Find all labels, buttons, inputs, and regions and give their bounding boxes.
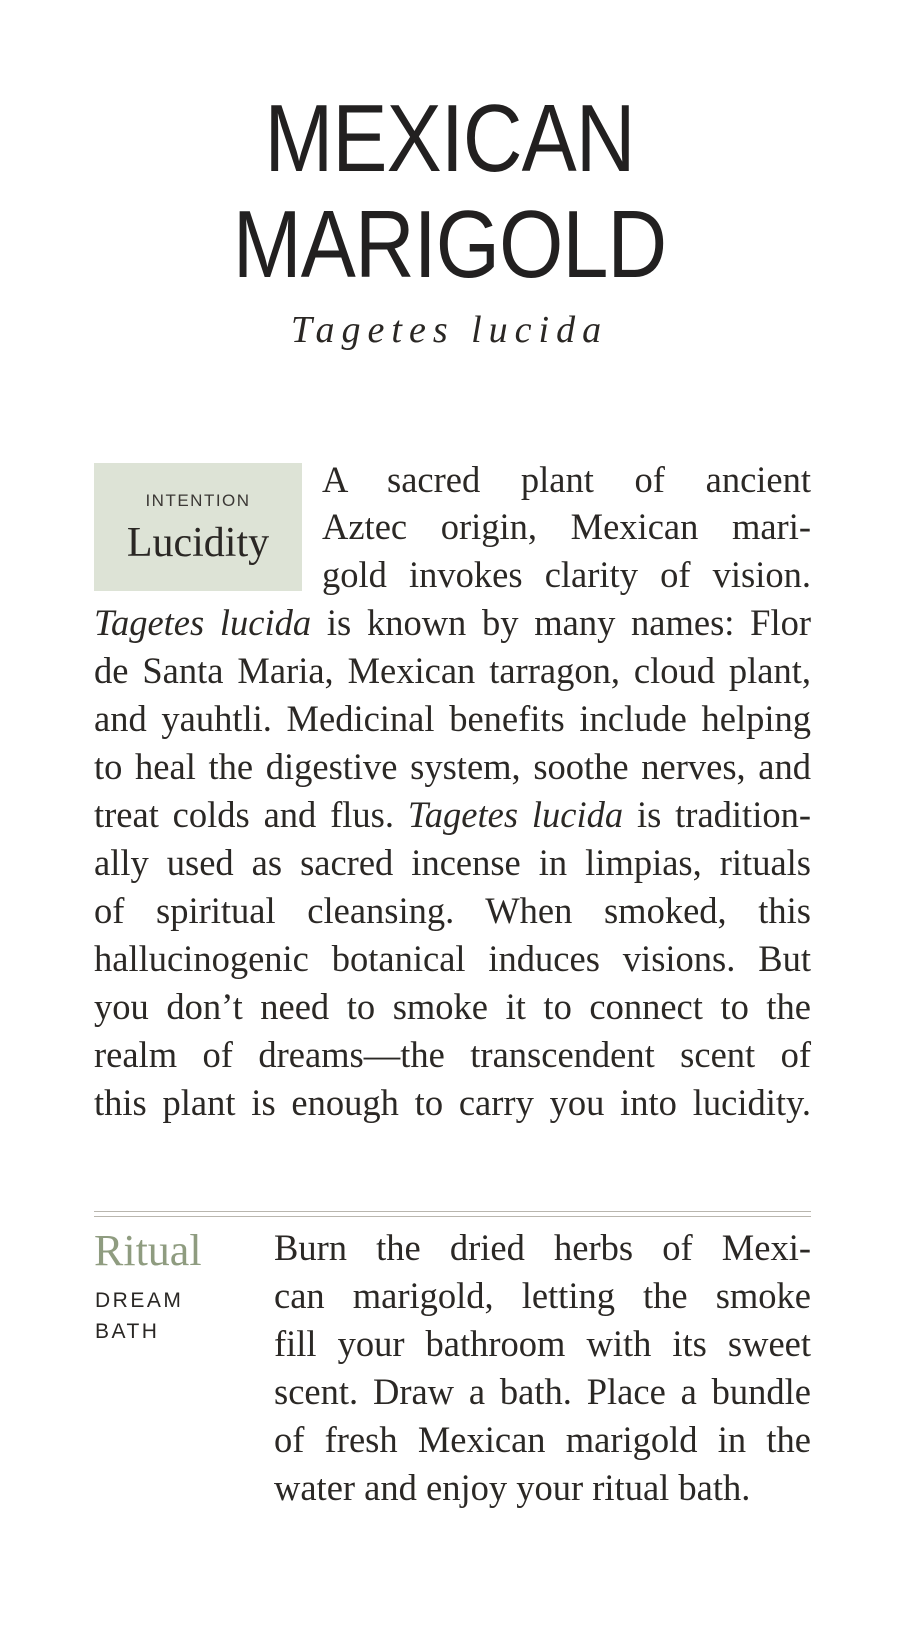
description-line: de Santa Maria, Mexican tarragon, cloud plant,	[94, 650, 811, 691]
description-line: hallucinogenic botanical induces visions. But	[94, 938, 811, 979]
ritual-name-line-2: BATH	[95, 1320, 160, 1343]
description-line: Tagetes lucida is known by many names: Flor	[94, 602, 811, 643]
intention-label: INTENTION	[145, 491, 251, 510]
description-line: A sacred plant of ancient	[322, 459, 811, 500]
description-line: Aztec origin, Mexican mari-	[322, 506, 811, 547]
intention-value: Lucidity	[126, 520, 270, 566]
latin-name: Tagetes lucida	[290, 309, 609, 351]
description-line: treat colds and flus. Tagetes lucida is tradition-	[94, 794, 811, 835]
ritual-line: water and enjoy your ritual bath.	[274, 1467, 751, 1508]
ritual-line: of fresh Mexican marigold in the	[274, 1419, 811, 1460]
description-line: to heal the digestive system, soothe nerves, and	[94, 746, 811, 787]
intention-box	[94, 463, 302, 591]
ritual-label: Ritual	[94, 1226, 202, 1275]
description-line: this plant is enough to carry you into lucidity.	[94, 1082, 811, 1123]
description-line: gold invokes clarity of vision.	[322, 554, 811, 595]
ritual-name-line-1: DREAM	[95, 1289, 184, 1312]
ritual-line: can marigold, letting the smoke	[274, 1275, 811, 1316]
ritual-line: fill your bathroom with its sweet	[274, 1323, 811, 1364]
ritual-line: scent. Draw a bath. Place a bundle	[274, 1371, 811, 1412]
description-line: you don’t need to smoke it to connect to the	[94, 986, 811, 1027]
description-line: ally used as sacred incense in limpias, rituals	[94, 842, 811, 883]
section-divider	[94, 1211, 811, 1217]
page-title-line-1: MEXICAN	[264, 85, 635, 192]
description-line: of spiritual cleansing. When smoked, this	[94, 890, 811, 931]
ritual-line: Burn the dried herbs of Mexi-	[274, 1227, 811, 1268]
description-line: and yauhtli. Medicinal benefits include helping	[94, 698, 811, 739]
page-title-line-2: MARIGOLD	[232, 191, 667, 298]
description-line: realm of dreams—the transcendent scent of	[94, 1034, 811, 1075]
